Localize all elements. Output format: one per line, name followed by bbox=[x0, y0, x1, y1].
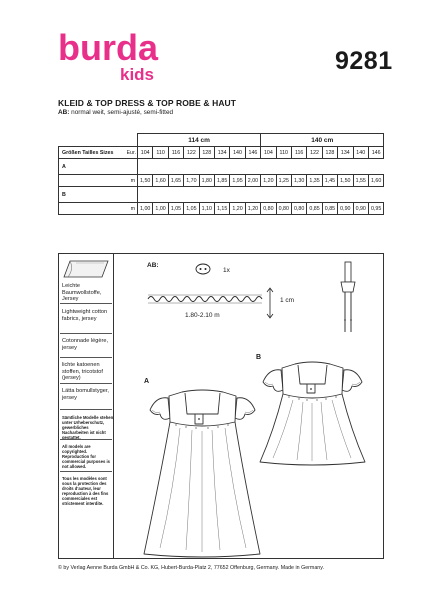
fabric-en: Lightweight cotton fabrics, jersey bbox=[62, 309, 108, 322]
row-label-empty bbox=[59, 175, 127, 187]
value-cell: 1,00 bbox=[138, 203, 153, 215]
divider bbox=[60, 357, 112, 358]
divider bbox=[60, 383, 112, 384]
fabric-sidebar bbox=[58, 253, 114, 559]
button-quantity: 1x bbox=[223, 267, 230, 274]
row-unit: m bbox=[127, 203, 138, 215]
row-label: A bbox=[59, 159, 127, 175]
size-cell: 146 bbox=[245, 147, 260, 159]
row-label-empty bbox=[59, 203, 127, 215]
value-cell: 0,95 bbox=[368, 203, 383, 215]
fit-description bbox=[58, 109, 173, 116]
value-cell: 0,90 bbox=[338, 203, 353, 215]
value-cell: 1,15 bbox=[214, 203, 229, 215]
value-cell: 1,25 bbox=[276, 175, 291, 187]
value-cell: 0,90 bbox=[353, 203, 368, 215]
size-cell: 122 bbox=[184, 147, 199, 159]
logo-kids-text: kids bbox=[120, 65, 155, 84]
dress-a-illustration bbox=[140, 388, 265, 558]
value-cell: 1,50 bbox=[138, 175, 153, 187]
table-row-a bbox=[59, 159, 384, 175]
twin-needle-icon bbox=[338, 262, 360, 338]
row-unit: m bbox=[127, 175, 138, 187]
group-header-140: 140 cm bbox=[261, 134, 384, 147]
size-cell: 104 bbox=[138, 147, 153, 159]
fit-prefix: AB: bbox=[58, 109, 70, 116]
size-cell: 134 bbox=[338, 147, 353, 159]
divider bbox=[60, 439, 112, 440]
size-cell: 146 bbox=[368, 147, 383, 159]
value-cell: 1,05 bbox=[168, 203, 183, 215]
fabric-requirements-table bbox=[58, 133, 384, 215]
value-cell: 1,45 bbox=[322, 175, 337, 187]
value-cell: 1,20 bbox=[230, 203, 245, 215]
value-cell: 0,85 bbox=[322, 203, 337, 215]
value-cell: 1,20 bbox=[245, 203, 260, 215]
group-header-114: 114 cm bbox=[138, 134, 261, 147]
value-cell: 1,05 bbox=[184, 203, 199, 215]
value-cell: 0,80 bbox=[261, 203, 276, 215]
divider bbox=[60, 333, 112, 334]
table-row-a-values bbox=[59, 175, 384, 187]
notions-label: AB: bbox=[147, 262, 159, 269]
value-cell: 0,80 bbox=[276, 203, 291, 215]
row-unit bbox=[127, 187, 138, 203]
row-spacer bbox=[138, 159, 384, 175]
fit-text: normal weit, semi-ajusté, semi-fitted bbox=[69, 109, 174, 116]
value-cell: 1,80 bbox=[199, 175, 214, 187]
size-cell: 122 bbox=[307, 147, 322, 159]
size-cell: 110 bbox=[276, 147, 291, 159]
view-label-a: A bbox=[144, 378, 150, 385]
page-title: KLEID & TOP DRESS & TOP ROBE & HAUT bbox=[58, 98, 237, 108]
value-cell: 1,20 bbox=[261, 175, 276, 187]
logo-burda-text: burda bbox=[58, 27, 159, 68]
size-cell: 140 bbox=[353, 147, 368, 159]
button-icon bbox=[194, 263, 212, 275]
table-row-b-values bbox=[59, 203, 384, 215]
value-cell: 1,35 bbox=[307, 175, 322, 187]
size-cell: 128 bbox=[322, 147, 337, 159]
pattern-number: 9281 bbox=[335, 47, 393, 75]
size-cell: 110 bbox=[153, 147, 168, 159]
divider bbox=[60, 303, 112, 304]
sizes-unit: Eur. bbox=[127, 147, 138, 159]
value-cell: 1,00 bbox=[153, 203, 168, 215]
copyright-notice: © by Verlag Aenne Burda GmbH & Co. KG, Hubert-Burda-Platz 2, 77652 Offenburg, Germany. Made in Germany. bbox=[58, 565, 324, 571]
width-arrow-icon bbox=[264, 287, 276, 319]
fabric-fr: Cotonnade légère, jersey bbox=[62, 338, 109, 351]
notice-de: Sämtliche Modelle stehen unter Urheberschutz, gewerbliches Nacharbeiten ist nicht gestattet. bbox=[62, 415, 114, 440]
value-cell: 2,00 bbox=[245, 175, 260, 187]
row-label: B bbox=[59, 187, 127, 203]
elastic-width: 1 cm bbox=[280, 297, 295, 304]
divider bbox=[60, 409, 112, 410]
value-cell: 0,85 bbox=[307, 203, 322, 215]
view-label-b: B bbox=[256, 354, 262, 361]
sizes-label: Größen Tailles Sizes bbox=[59, 147, 127, 159]
row-unit bbox=[127, 159, 138, 175]
fabric-nl: lichte katoenen stoffen, tricotstof (jersey) bbox=[62, 362, 103, 382]
table-row-b bbox=[59, 187, 384, 203]
size-cell: 128 bbox=[199, 147, 214, 159]
value-cell: 1,65 bbox=[168, 175, 183, 187]
elastic-length: 1.80-2.10 m bbox=[185, 312, 220, 319]
notice-fr: Tous les modèles sont sous la protection des droits d'auteur, leur reproduction à des fins commerciales est strictement interdite. bbox=[62, 476, 109, 506]
notice-en: All models are copyrighted. Reproduction for commercial purposes is not allowed. bbox=[62, 444, 110, 469]
top-b-illustration bbox=[255, 360, 370, 470]
row-spacer bbox=[138, 187, 384, 203]
size-cell: 104 bbox=[261, 147, 276, 159]
value-cell: 1,50 bbox=[338, 175, 353, 187]
table-corner bbox=[59, 134, 138, 147]
value-cell: 1,55 bbox=[353, 175, 368, 187]
table-row-sizes bbox=[59, 147, 384, 159]
elastic-icon bbox=[146, 292, 264, 306]
fabric-swatch-icon bbox=[62, 259, 110, 281]
value-cell: 0,80 bbox=[291, 203, 306, 215]
burda-kids-logo bbox=[58, 20, 178, 86]
value-cell: 1,60 bbox=[153, 175, 168, 187]
fabric-sv: Lätta bomullstyger, jersey bbox=[62, 388, 109, 401]
size-cell: 134 bbox=[214, 147, 229, 159]
value-cell: 1,30 bbox=[291, 175, 306, 187]
divider bbox=[60, 471, 112, 472]
size-cell: 116 bbox=[291, 147, 306, 159]
size-cell: 140 bbox=[230, 147, 245, 159]
size-cell: 116 bbox=[168, 147, 183, 159]
value-cell: 1,70 bbox=[184, 175, 199, 187]
value-cell: 1,10 bbox=[199, 203, 214, 215]
value-cell: 1,95 bbox=[230, 175, 245, 187]
value-cell: 1,60 bbox=[368, 175, 383, 187]
value-cell: 1,85 bbox=[214, 175, 229, 187]
fabric-de: Leichte Baumwollstoffe, Jersey bbox=[62, 283, 102, 303]
